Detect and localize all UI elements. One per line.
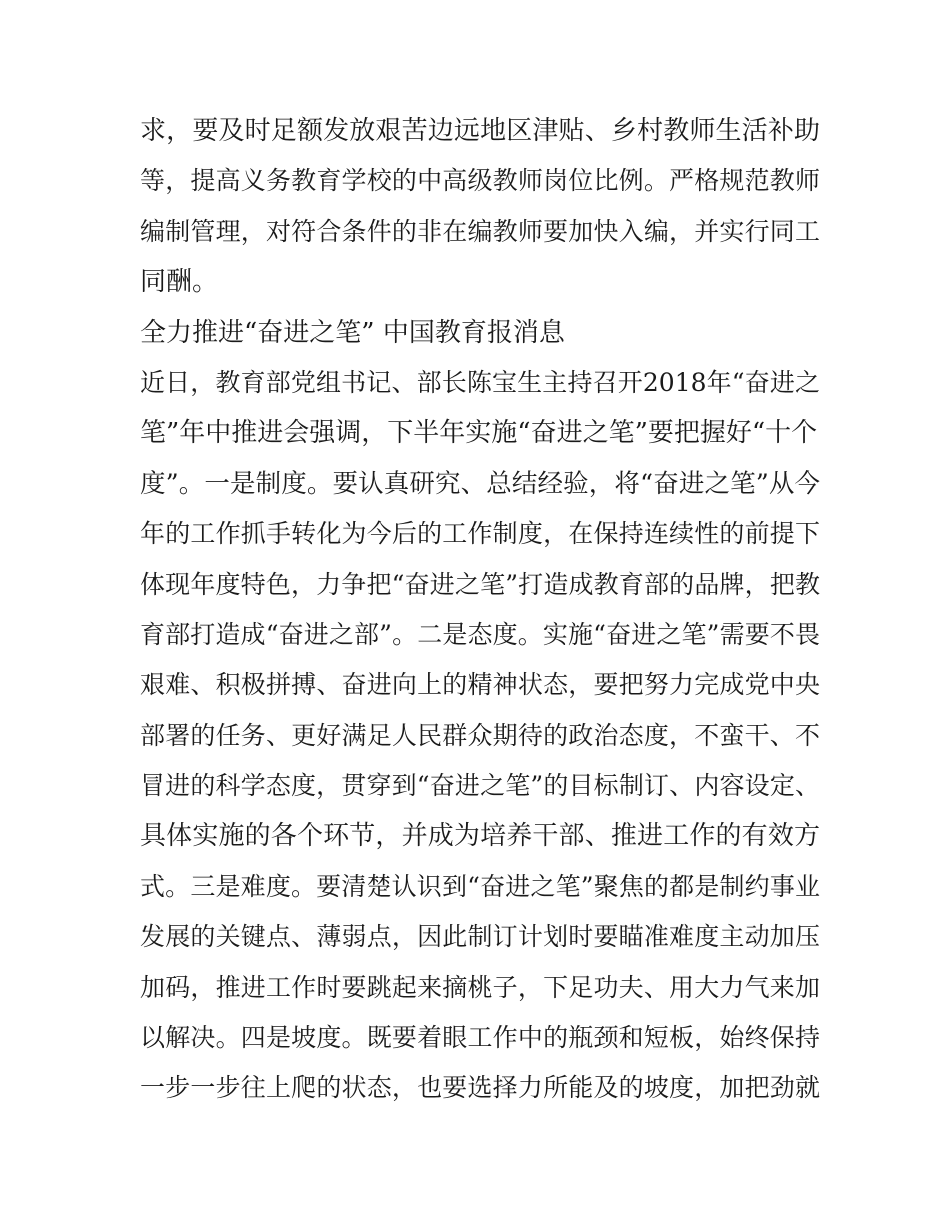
text-line: 等，提高义务教育学校的中高级教师岗位比例。严格规范教师 [140,166,820,196]
text-line: 式。三是难度。要清楚认识到“奋进之笔”聚焦的都是制约事业 [140,871,820,901]
text-line: 笔”年中推进会强调，下半年实施“奋进之笔”要把握好“十个 [140,418,818,449]
text-line: 冒进的科学态度，贯穿到“奋进之笔”的目标制订、内容设定、 [140,771,820,801]
text-line: 艰难、积极拼搏、奋进向上的精神状态，要把努力完成党中央 [140,670,820,700]
text-line: 编制管理，对符合条件的非在编教师要加快入编，并实行同工 [140,216,820,246]
text-line: 加码，推进工作时要跳起来摘桃子，下足功夫、用大力气来加 [140,972,820,1002]
text-line: 同酬。 [140,267,219,298]
text-line: 一步一步往上爬的状态，也要选择力所能及的坡度，加把劲就 [140,1073,820,1103]
text-line: 具体实施的各个环节，并成为培养干部、推进工作的有效方 [140,821,820,852]
text-line: 度”。一是制度。要认真研究、总结经验，将“奋进之笔”从今 [140,468,820,499]
body-text [140,106,820,1114]
text-line: 全力推进“奋进之笔” 中国教育报消息 [140,317,565,348]
text-line: 发展的关键点、薄弱点，因此制订计划时要瞄准难度主动加压 [140,922,820,952]
text-line: 求，要及时足额发放艰苦边远地区津贴、乡村教师生活补助 [140,116,820,146]
text-line: 体现年度特色，力争把“奋进之笔”打造成教育部的品牌，把教 [140,569,820,599]
text-line: 以解决。四是坡度。既要着眼工作中的瓶颈和短板，始终保持 [140,1023,820,1053]
text-line: 年的工作抓手转化为今后的工作制度，在保持连续性的前提下 [140,519,820,549]
text-line: 育部打造成“奋进之部”。二是态度。实施“奋进之笔”需要不畏 [140,619,820,649]
text-line: 部署的任务、更好满足人民群众期待的政治态度，不蛮干、不 [140,720,820,750]
text-line: 近日，教育部党组书记、部长陈宝生主持召开2018年“奋进之 [140,367,820,397]
